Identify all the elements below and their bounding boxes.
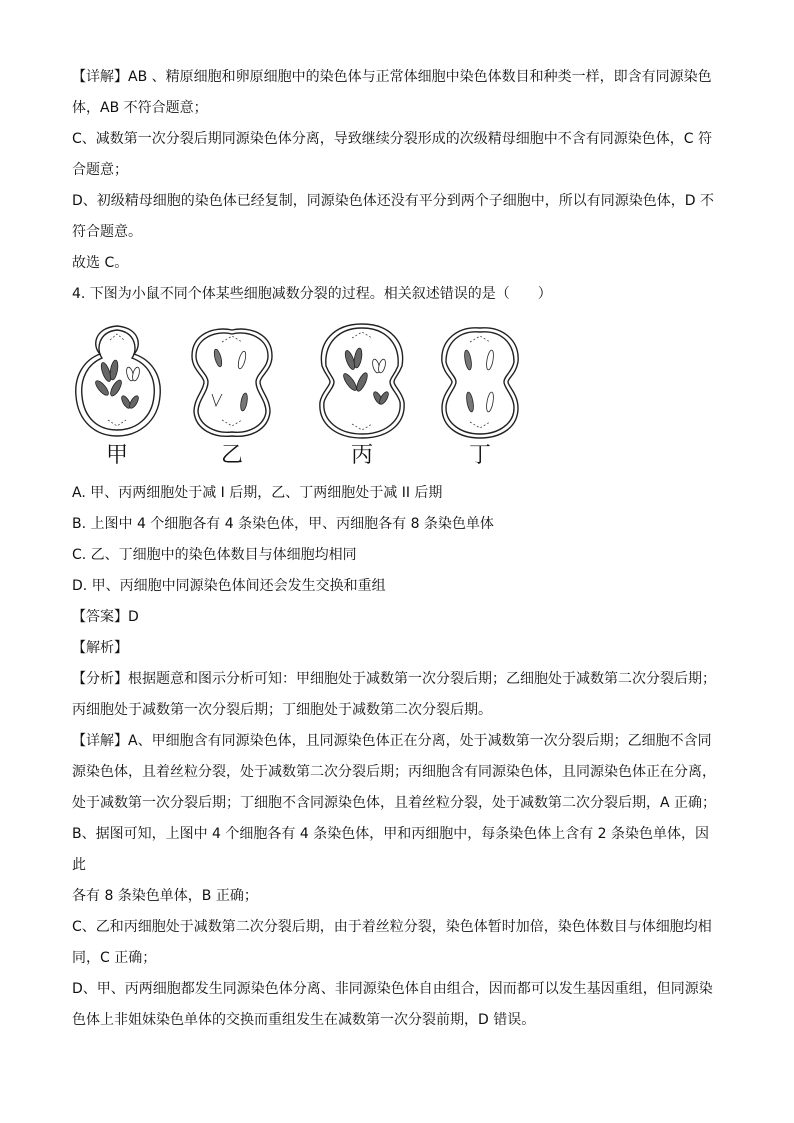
option-b: B. 上图中 4 个细胞各有 4 条染色体，甲、丙细胞各有 8 条染色单体	[72, 516, 494, 532]
detail-line-2: 源染色体，且着丝粒分裂，处于减数第二次分裂后期；丙细胞含有同源染色体，且同源染色体正在分离，	[72, 764, 716, 780]
cell-yi-inner	[196, 333, 268, 432]
question-stem: 4. 下图为小鼠不同个体某些细胞减数分裂的过程。相关叙述错误的是（ ）	[72, 286, 552, 302]
detail-line-9: 色体上非姐妹染色单体的交换而重组发生在减数第一次分裂前期，D 错误。	[72, 1012, 536, 1028]
prev-detail-line-6: 符合题意。	[72, 224, 142, 240]
cell-division-figure	[72, 316, 722, 474]
detail-line-5: 各有 8 条染色单体，B 正确；	[72, 888, 258, 904]
option-a: A. 甲、丙两细胞处于减 I 后期，乙、丁两细胞处于减 II 后期	[72, 485, 443, 501]
cell-diagrams	[72, 316, 542, 441]
prev-detail-line-5: D、初级精母细胞的染色体已经复制，同源染色体还没有平分到两个子细胞中，所以有同源染色体，D 不	[72, 193, 715, 209]
label-jia: 甲	[105, 443, 128, 468]
prev-detail-line-4: 合题意；	[72, 162, 128, 178]
detail-line-4: B、据图可知，上图中 4 个细胞各有 4 条染色体，甲和丙细胞中，每条染色体上含有 2 条染色单体，因此	[72, 826, 710, 873]
cell-jia-inner	[82, 330, 155, 430]
answer: 【答案】D	[72, 609, 139, 625]
detail-line-3: 处于减数第一次分裂后期；丁细胞不含同源染色体，且着丝粒分裂，处于减数第二次分裂后期，A 正确；	[72, 795, 717, 811]
label-ding: 丁	[468, 443, 491, 468]
prev-detail-line-1: 【详解】AB 、精原细胞和卵原细胞中的染色体与正常体细胞中染色体数目和种类一样，即含有同源染色	[72, 69, 712, 85]
detail-line-6: C、乙和丙细胞处于减数第二次分裂后期，由于着丝粒分裂，染色体暂时加倍，染色体数目与体细胞均相	[72, 919, 712, 935]
analysis-line-2: 丙细胞处于减数第一次分裂后期；丁细胞处于减数第二次分裂后期。	[72, 702, 492, 718]
analysis-title: 【解析】	[72, 640, 128, 656]
option-d: D. 甲、丙细胞中同源染色体间还会发生交换和重组	[72, 578, 386, 594]
cell-ding-inner	[446, 332, 514, 434]
label-bing: 丙	[350, 443, 373, 468]
cell-ding-outline	[442, 328, 518, 438]
detail-line-8: D、甲、丙两细胞都发生同源染色体分离、非同源染色体自由组合，因而都可以发生基因重组，但同源染	[72, 981, 713, 997]
detail-line-7: 同，C 正确；	[72, 950, 157, 966]
prev-detail-line-3: C、减数第一次分裂后期同源染色体分离，导致继续分裂形成的次级精母细胞中不含有同源染色体，C 符	[72, 131, 712, 147]
document-page	[72, 62, 722, 1036]
cell-yi-outline	[192, 329, 272, 436]
detail-line-1: 【详解】A、甲细胞含有同源染色体，且同源染色体正在分离，处于减数第一次分裂后期；乙细胞不含同	[72, 733, 712, 749]
label-yi: 乙	[220, 443, 243, 468]
prev-detail-line-2: 体，AB 不符合题意；	[72, 100, 208, 116]
analysis-line-1: 【分析】根据题意和图示分析可知：甲细胞处于减数第一次分裂后期；乙细胞处于减数第二次分裂后期；	[72, 671, 716, 687]
option-c: C. 乙、丁细胞中的染色体数目与体细胞均相同	[72, 547, 357, 563]
prev-conclusion: 故选 C。	[72, 255, 129, 271]
